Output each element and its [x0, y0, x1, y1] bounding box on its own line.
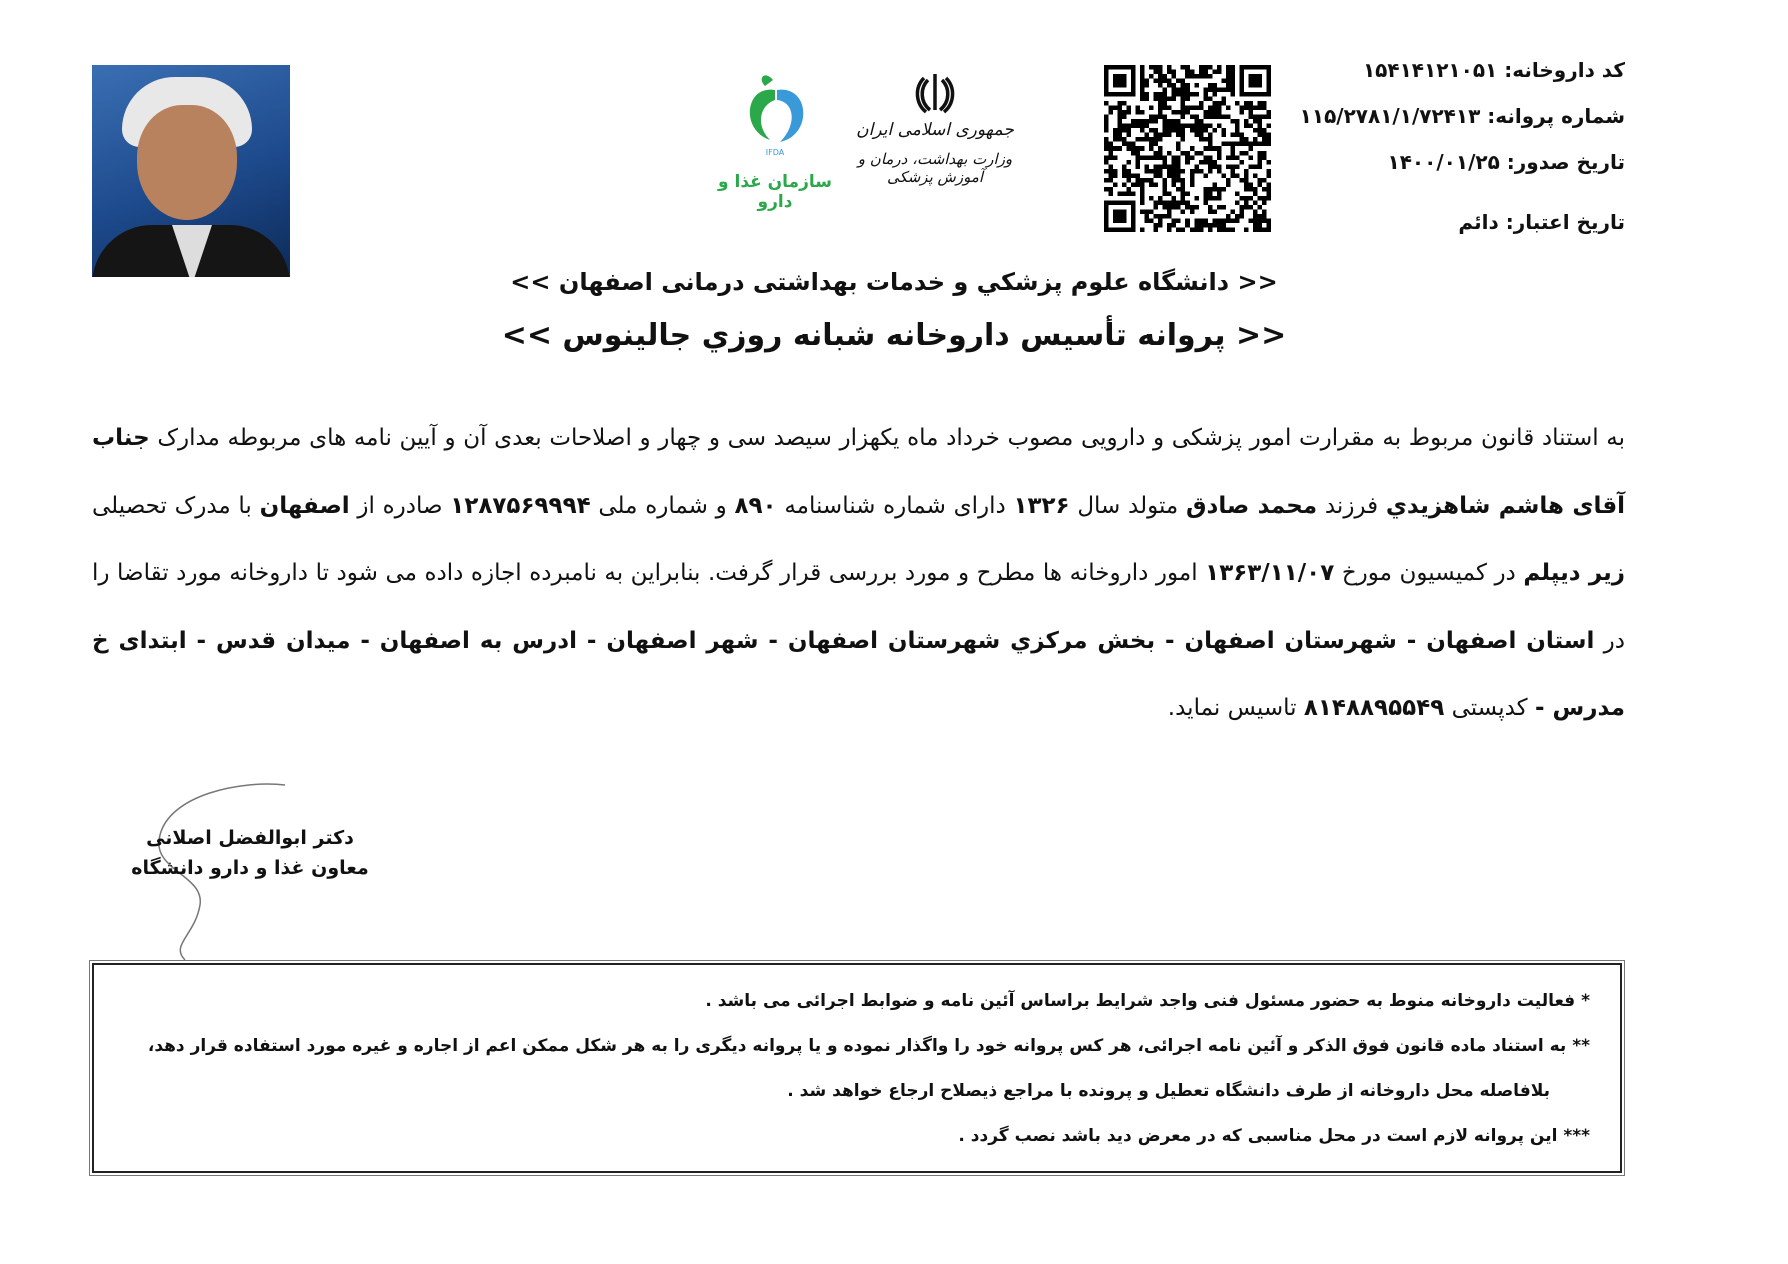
- license-number: شماره پروانه: ۱۱۵/۲۷۸۱/۱/۷۲۴۱۳: [1299, 104, 1625, 128]
- holder-name: جناب آقای هاشم شاهزيدي: [92, 425, 1626, 519]
- svg-text:IFDA: IFDA: [765, 148, 785, 157]
- ministry-emblem: [850, 70, 1020, 210]
- license-body: به استناد قانون مربوط به مقرارت امور پزشکی و دارویی مصوب خرداد ماه یکهزار سیصد سی و چهار و اصلاحات بعدی آن و آیین نامه های مربوطه مدارک جناب آقای هاشم شاهزيدي فرزند محمد صادق متولد سال ۱۳۲۶ دارای شماره شناسنامه ۸۹۰ و شماره ملی ۱۲۸۷۵۶۹۹۹۴ صادره از اصفهان با مدرک تحصیلی زیر دیپلم در کمیسیون مورخ ۱۳۶۳/۱۱/۰۷ امور داروخانه ها مطرح و مورد بررسی قرار گرفت. بنابراین به نامبرده اجازه داده می شود تا داروخانه مورد تقاضا را در استان اصفهان - شهرستان اصفهان - بخش مرکزي شهرستان اصفهان - شهر اصفهان - ادرس به اصفهان - میدان قدس - ابتدای خ مدرس - کدپستی ۸۱۴۸۸۹۵۵۴۹ تاسیس نماید.: [92, 425, 1626, 721]
- ifda-name: سازمان غذا و دارو: [718, 172, 832, 212]
- footer-note-3: *** این پروانه لازم است در محل مناسبی که در معرض دید باشد نصب گردد .: [958, 1126, 1590, 1146]
- emblem-line1: جمهوری اسلامی ایران: [856, 120, 1014, 140]
- ifda-apple-icon: [735, 70, 815, 160]
- father-name: محمد صادق: [1185, 492, 1318, 519]
- signatory-title: معاون غذا و دارو دانشگاه: [131, 857, 369, 879]
- qr-code: [1095, 65, 1280, 232]
- birth-year: ۱۳۲۶: [1013, 492, 1070, 519]
- degree: زیر دیپلم: [1523, 560, 1626, 586]
- pharmacy-code: کد داروخانه: ۱۵۴۱۴۱۲۱۰۵۱: [1362, 58, 1625, 82]
- holder-photo: [92, 65, 290, 277]
- postal-code: ۸۱۴۸۸۹۵۵۴۹: [1303, 695, 1445, 721]
- id-number: ۸۹۰: [734, 492, 777, 519]
- footer-note-2: ** به استناد ماده قانون فوق الذکر و آئین نامه اجرائی، هر کس پروانه خود را واگذار نموده و یا پروانه دیگری را به هر شکل ممکن اعم از اجاره و غیره مورد استفاده قرار دهد،: [147, 1036, 1590, 1056]
- license-title: << پروانه تأسیس داروخانه شبانه روزي جالینوس >>: [501, 318, 1287, 353]
- issued-from: اصفهان: [259, 492, 350, 519]
- emblem-line2: وزارت بهداشت، درمان و آموزش پزشکی: [857, 150, 1013, 186]
- ifda-logo: [705, 70, 845, 210]
- address: استان اصفهان - شهرستان اصفهان - بخش مرکزي شهرستان اصفهان - شهر اصفهان - ادرس به اصفهان - میدان قدس - ابتدای خ مدرس -: [92, 627, 1625, 721]
- issue-date: تاریخ صدور: ۱۴۰۰/۰۱/۲۵: [1387, 150, 1625, 174]
- iran-emblem-icon: [912, 70, 958, 116]
- signature-block: [130, 775, 370, 965]
- footer-notes-box: [92, 963, 1622, 1173]
- commission-date: ۱۳۶۳/۱۱/۰۷: [1205, 560, 1335, 586]
- validity-date: تاریخ اعتبار: دائم: [1458, 210, 1625, 234]
- university-title: << دانشگاه علوم پزشكي و خدمات بهداشتی درمانی اصفهان >>: [510, 268, 1278, 296]
- national-id: ۱۲۸۷۵۶۹۹۹۴: [450, 492, 591, 519]
- footer-note-2-cont: بلافاصله محل داروخانه از طرف دانشگاه تعطیل و پرونده با مراجع ذیصلاح ارجاع خواهد شد .: [787, 1081, 1550, 1101]
- signatory-name: دکتر ابوالفضل اصلانی: [146, 827, 354, 849]
- footer-note-1: * فعالیت داروخانه منوط به حضور مسئول فنی واجد شرایط براساس آئین نامه و ضوابط اجرائی می باشد .: [705, 991, 1590, 1011]
